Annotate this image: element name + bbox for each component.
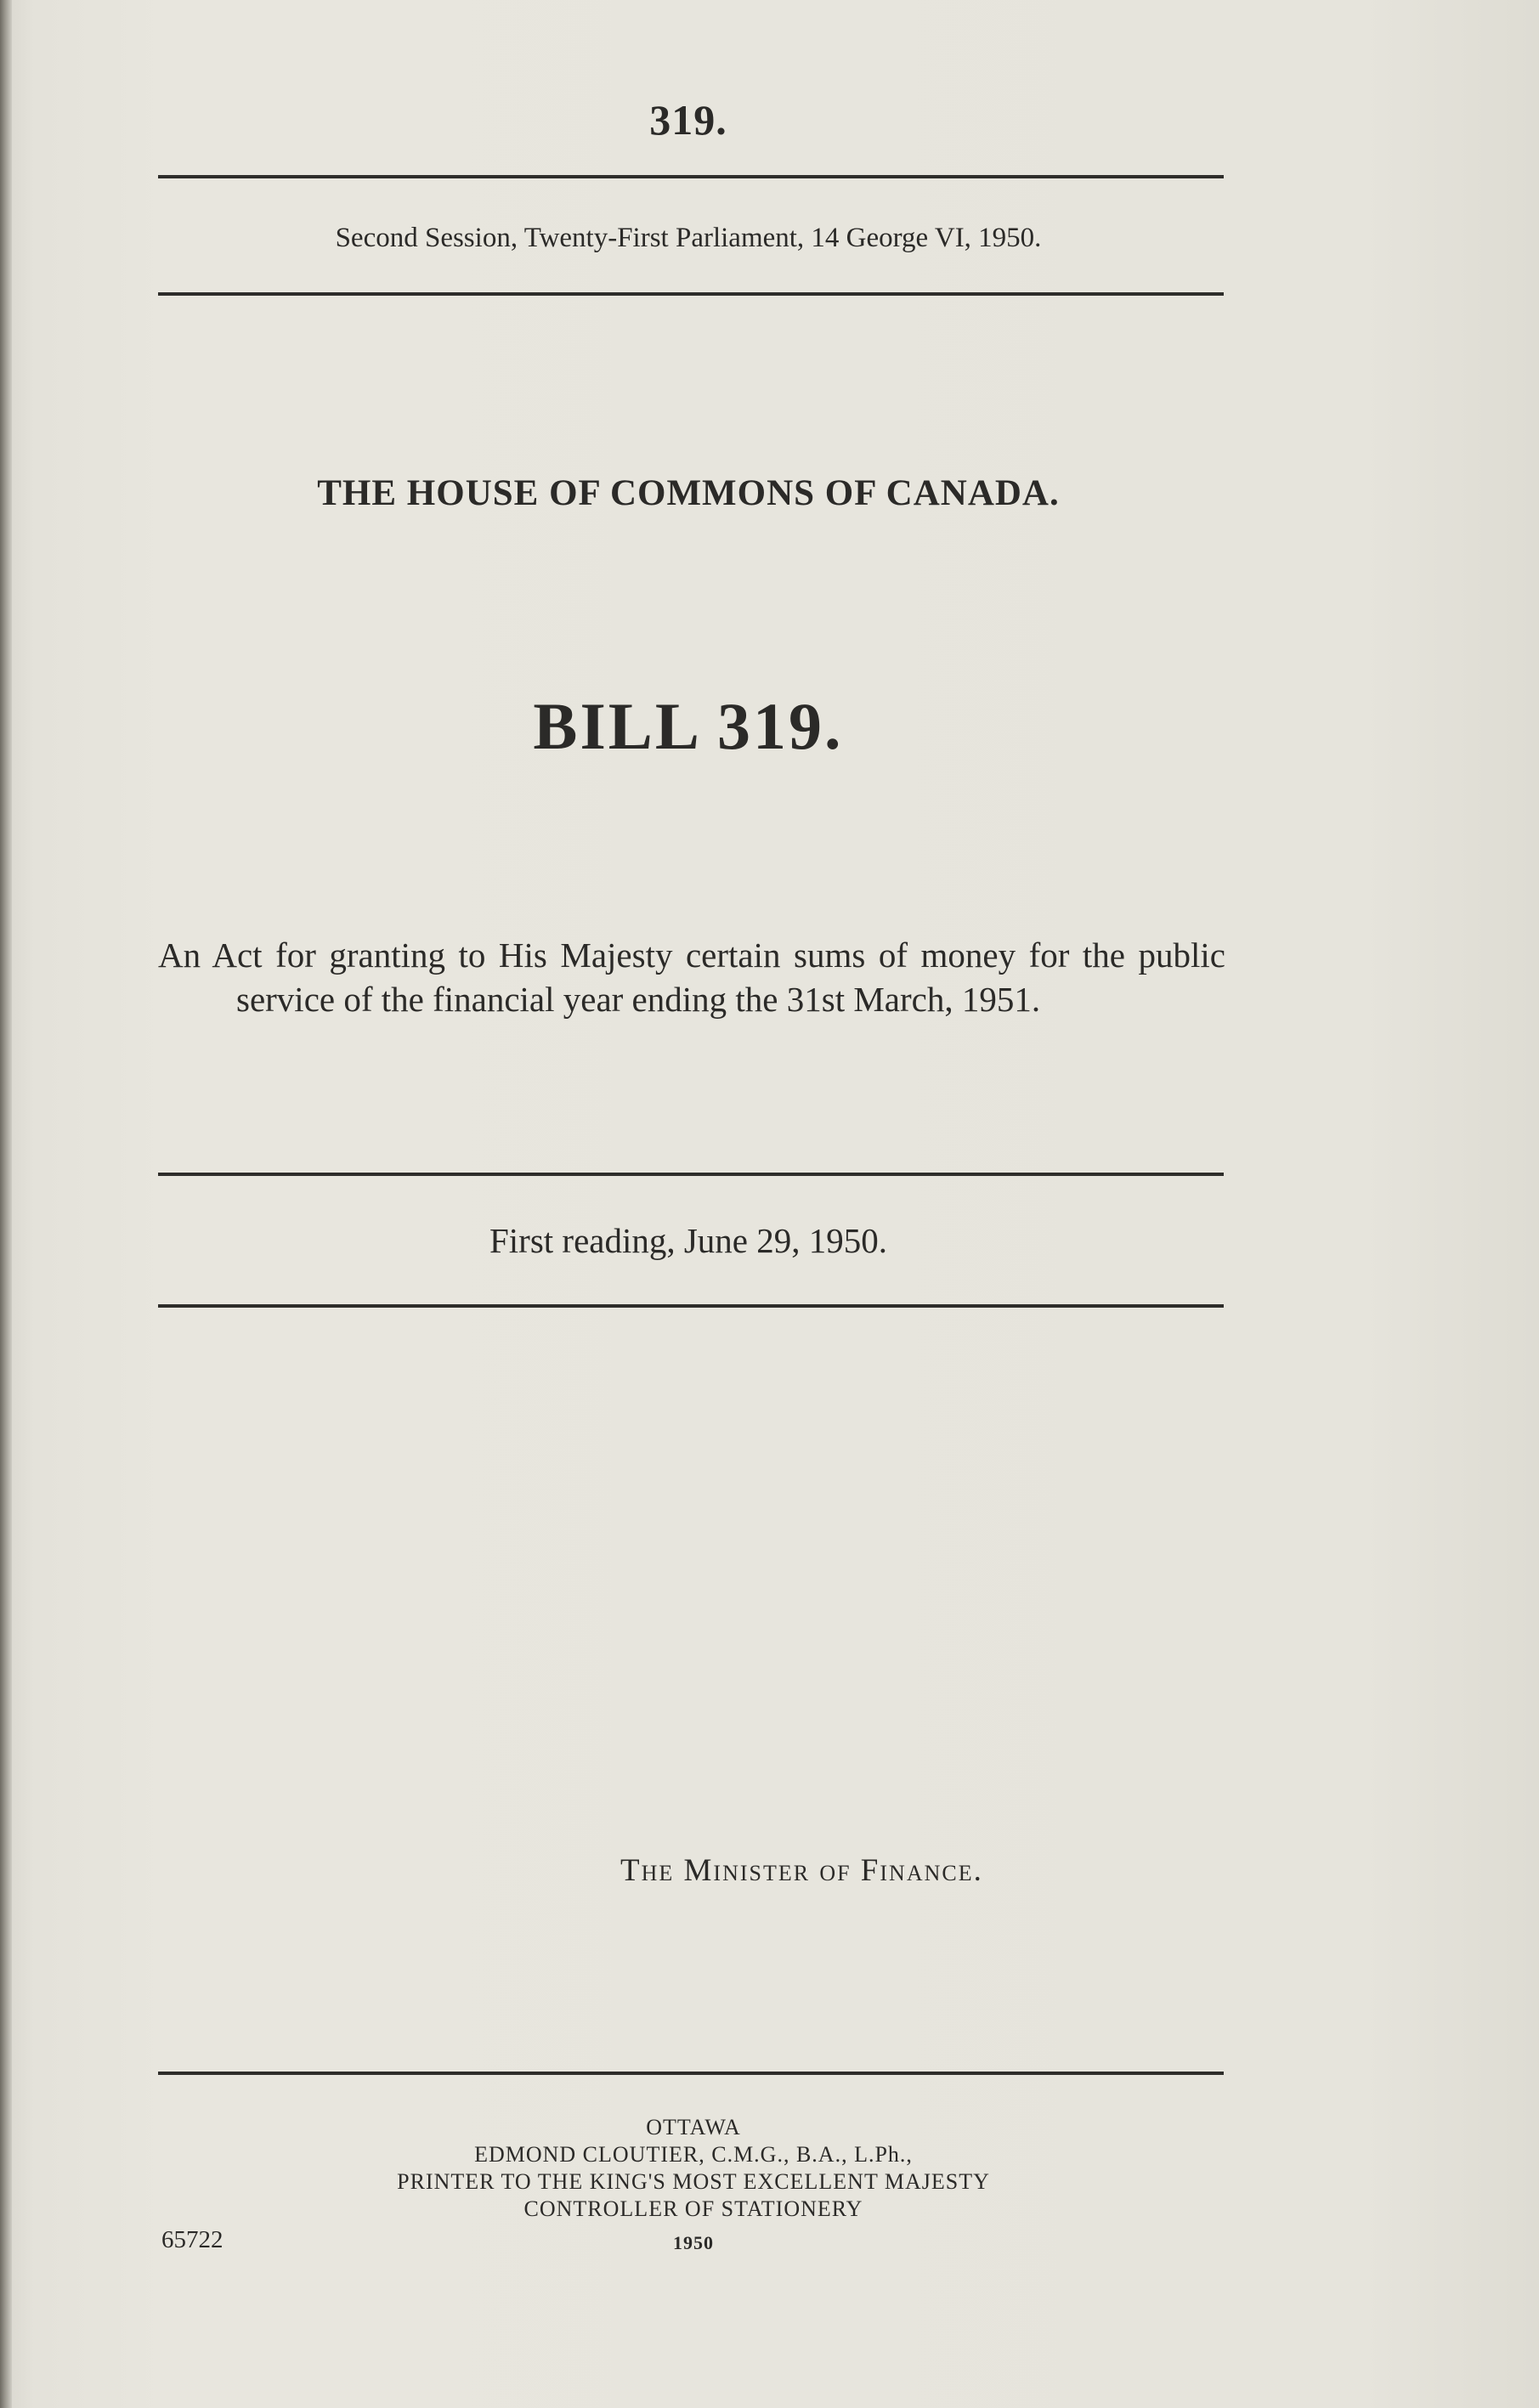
- session-rule: [158, 292, 1224, 296]
- imprint-year: 1950: [673, 2232, 714, 2253]
- imprint-rule: [158, 2072, 1224, 2075]
- reading-rule-top: [158, 1173, 1224, 1176]
- minister-sponsor: The Minister of Finance.: [620, 1853, 983, 1888]
- imprint-city: OTTAWA: [646, 2115, 741, 2140]
- top-rule: [158, 175, 1224, 178]
- session-line: Second Session, Twenty-First Parliament, 14 George VI, 1950.: [335, 223, 1042, 253]
- imprint-printer-name: EDMOND CLOUTIER, C.M.G., B.A., L.Ph.,: [474, 2142, 913, 2167]
- print-code: 65722: [161, 2226, 223, 2253]
- page-number: 319.: [649, 96, 727, 144]
- house-title: THE HOUSE OF COMMONS OF CANADA.: [317, 473, 1060, 513]
- first-reading: First reading, June 29, 1950.: [489, 1221, 888, 1260]
- reading-rule-bottom: [158, 1304, 1224, 1308]
- imprint-controller: CONTROLLER OF STATIONERY: [523, 2196, 863, 2221]
- act-description: An Act for granting to His Majesty certain sums of money for the public service of the financial year ending the 31st March, 1951.: [158, 936, 1225, 1019]
- binding-edge: [0, 0, 12, 2408]
- bill-title: BILL 319.: [533, 689, 844, 763]
- imprint-printer-title: PRINTER TO THE KING'S MOST EXCELLENT MAJESTY: [397, 2169, 990, 2194]
